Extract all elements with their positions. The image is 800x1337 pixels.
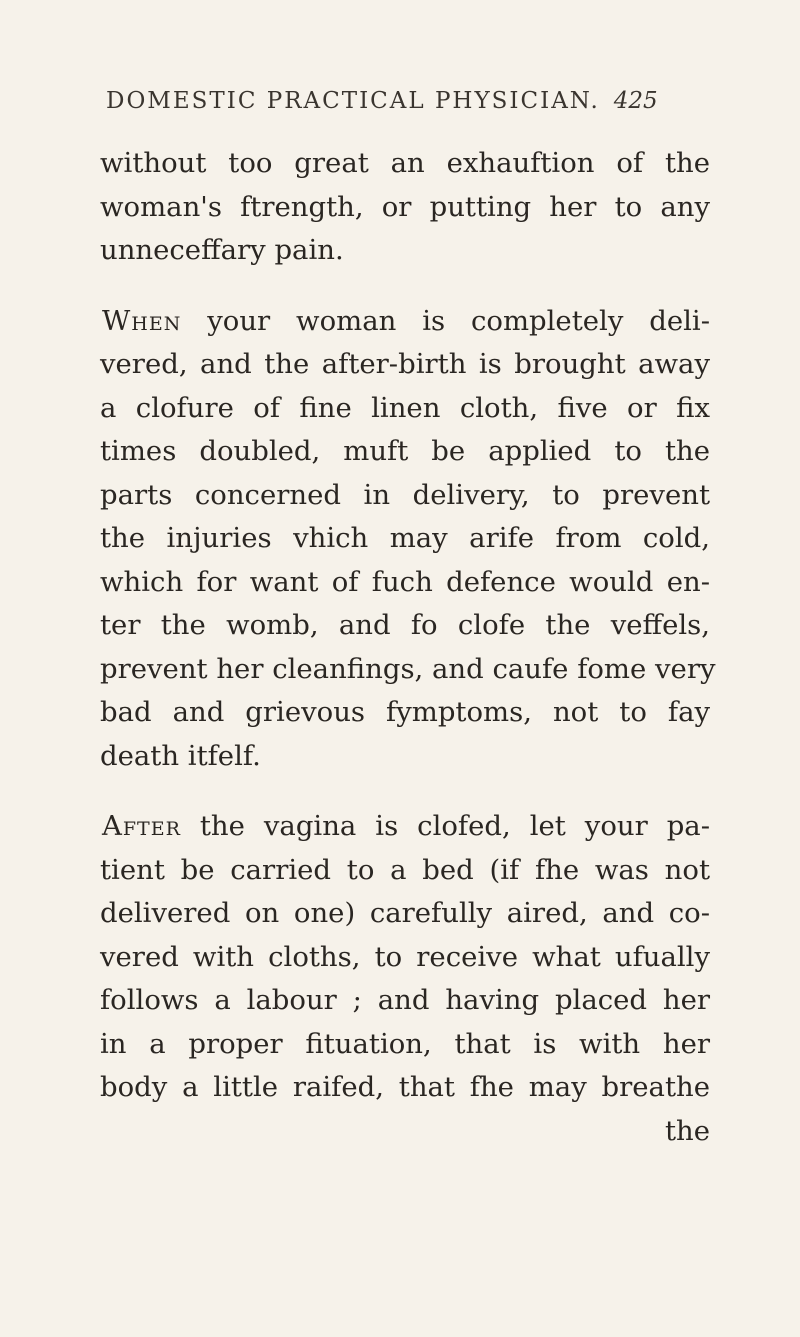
- text-line: follows a labour ; and having placed her: [100, 984, 710, 1016]
- paragraph-1: [100, 142, 710, 273]
- text-line: the injuries vhich may arife from cold,: [100, 522, 710, 554]
- text-line: woman's ftrength, or putting her to any: [100, 190, 710, 223]
- body-text: [100, 142, 716, 1153]
- text-line: body a little raifed, that fhe may breathe: [100, 1071, 710, 1103]
- paragraph-lead-word: When: [102, 304, 182, 337]
- text-line: bad and grievous fymptoms, not to fay: [100, 696, 710, 728]
- first-line-rest: your woman is completely deli-: [181, 304, 710, 337]
- running-head: [106, 88, 746, 114]
- text-line: prevent her cleanfings, and caufe fome very: [100, 652, 716, 685]
- first-line-rest: the vagina is clofed, let your pa-: [180, 810, 710, 842]
- text-line: [100, 300, 710, 344]
- text-line: vered, and the after-birth is brought away: [100, 348, 710, 380]
- text-line: times doubled, muft be applied to the: [100, 435, 710, 467]
- text-line: in a proper fituation, that is with her: [100, 1027, 710, 1060]
- text-line: unneceffary pain.: [100, 234, 344, 266]
- text-line: parts concerned in delivery, to prevent: [100, 478, 710, 511]
- text-line: vered with cloths, to receive what ufually: [100, 940, 710, 973]
- text-line: without too great an exhauftion of the: [100, 147, 710, 179]
- text-line: delivered on one) carefully aired, and co-: [100, 897, 710, 929]
- text-line: which for want of fuch defence would en-: [100, 565, 710, 598]
- page-number: 425: [613, 88, 658, 114]
- text-line: death itfelf.: [100, 739, 261, 772]
- text-line: ter the womb, and fo clofe the veffels,: [100, 609, 710, 641]
- text-line: a clofure of fine linen cloth, five or fix: [100, 391, 710, 424]
- paragraph-lead-word: After: [102, 810, 181, 842]
- paragraph-3: [100, 805, 710, 1153]
- catchword: the: [664, 1114, 710, 1147]
- paragraph-2: [100, 300, 716, 779]
- text-line: [100, 805, 710, 849]
- text-line: tient be carried to a bed (if fhe was not: [100, 853, 710, 886]
- running-title: DOMESTIC PRACTICAL PHYSICIAN.: [106, 88, 600, 114]
